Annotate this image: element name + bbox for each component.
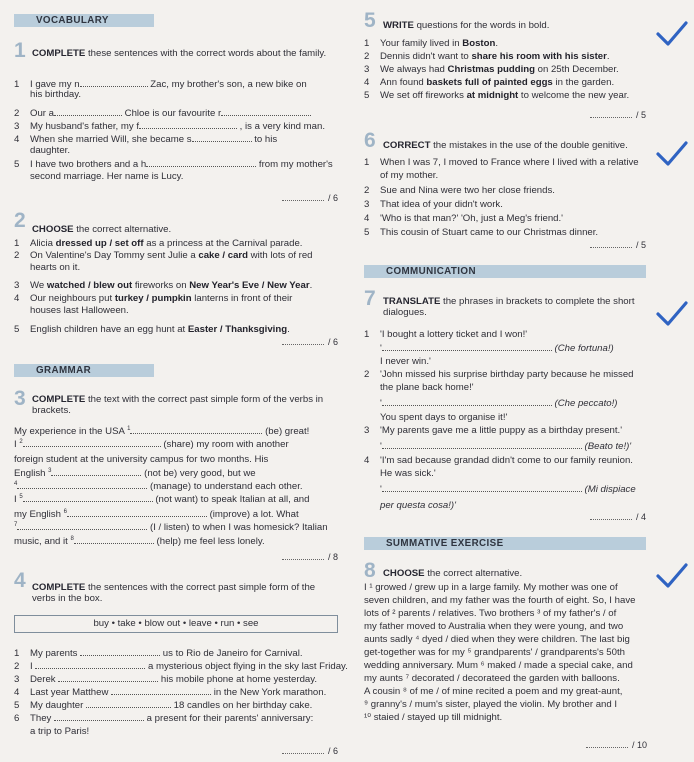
exercise-7-line <box>364 356 431 367</box>
checkmark-icon <box>655 20 689 50</box>
translation-hint: (Beato te!)' <box>581 441 632 452</box>
exercise-6-instruction: CORRECT the mistakes in the use of the double genitive. <box>383 140 628 151</box>
answer-blank[interactable] <box>146 158 256 167</box>
gap-number: 3 <box>48 467 52 474</box>
exercise-3-line <box>14 425 309 437</box>
item-text: Our neighbours put <box>30 293 115 304</box>
gap-number: 1 <box>127 425 131 432</box>
item-text: (I / listen) to when I was homesick? Italian <box>147 522 328 533</box>
exercise-1-line <box>14 107 311 119</box>
item-number: 4 <box>14 687 20 698</box>
answer-blank[interactable] <box>130 425 262 434</box>
translation-hint: (Mi dispiace <box>581 484 636 495</box>
exercise-1-line <box>14 171 183 182</box>
exercise-1-line <box>14 120 325 132</box>
exercise-6-score[interactable]: / 5 <box>590 240 646 251</box>
item-number: 5 <box>14 324 20 335</box>
item-number: 4 <box>14 134 20 145</box>
item-text: (share) my room with another <box>160 439 289 450</box>
bold-option: watched / blew out <box>46 280 133 291</box>
checkmark-icon <box>655 562 689 592</box>
exercise-6-line <box>364 227 598 238</box>
bold-option: Easter / Thanksgiving <box>187 324 288 335</box>
item-text: 'I bought a lottery ticket and I won!' <box>380 329 528 340</box>
bold-option: at midnight <box>466 90 519 101</box>
item-text: You spent days to organise it!' <box>380 412 508 423</box>
exercise-4-line <box>14 712 313 724</box>
answer-blank[interactable] <box>58 673 158 682</box>
exercise-7-line <box>364 382 474 393</box>
item-text: I gave my n <box>30 79 80 90</box>
item-text: I never win.' <box>380 356 431 367</box>
exercise-8-line: my aunts ⁷ decorated / decorateed the garden with balloons. <box>364 673 620 684</box>
item-text: (not want) to speak Italian at all, and <box>152 494 310 505</box>
exercise-7-line <box>364 500 456 511</box>
item-text: My parents <box>30 648 81 659</box>
exercise-8-line: A cousin ⁸ of me / of mine recited a poem and my great-aunt, <box>364 686 623 697</box>
item-text: We <box>30 280 47 291</box>
item-text: I <box>30 661 36 672</box>
checkmark-icon <box>655 300 689 330</box>
exercise-2-line <box>14 280 312 291</box>
exercise-1-line <box>14 89 81 100</box>
item-number: 6 <box>14 713 20 724</box>
exercise-7-line <box>364 369 634 380</box>
exercise-5-line <box>364 77 614 88</box>
item-text: . <box>287 324 290 335</box>
item-number: 5 <box>14 159 20 170</box>
item-number: 4 <box>364 213 370 224</box>
answer-blank[interactable] <box>80 78 148 87</box>
item-text: of my mother. <box>380 170 439 181</box>
exercise-1-instruction: COMPLETE these sentences with the correct words about the family. <box>32 48 327 59</box>
exercise-5-line <box>364 51 610 62</box>
answer-blank[interactable] <box>382 397 552 406</box>
exercise-4-line <box>14 647 303 659</box>
item-text: When I was 7, I moved to France where I lived with a relative <box>380 157 639 168</box>
item-text: music, and it <box>14 536 71 547</box>
exercise-1-score[interactable]: / 6 <box>282 193 338 204</box>
exercise-1-line <box>14 145 70 156</box>
exercise-7-line <box>364 342 646 354</box>
exercise-3-score[interactable]: / 8 <box>282 552 338 563</box>
exercise-2-line <box>14 293 292 304</box>
item-text: Our a <box>30 108 54 119</box>
translation-hint: (Che peccato!) <box>551 398 618 409</box>
answer-blank[interactable] <box>86 699 171 708</box>
item-text: I <box>14 494 20 505</box>
summative-section-bar: SUMMATIVE EXERCISE <box>364 537 646 550</box>
exercise-4-line <box>14 673 317 685</box>
exercise-3-line <box>14 454 268 465</box>
item-text: They <box>30 713 54 724</box>
item-text: ' <box>380 398 382 409</box>
exercise-3-number: 3 <box>14 387 26 410</box>
item-number: 2 <box>14 250 20 261</box>
item-number: 4 <box>364 77 370 88</box>
item-text: us to Rio de Janeiro for Carnival. <box>160 648 303 659</box>
item-number: 2 <box>364 185 370 196</box>
item-text: . <box>606 51 610 62</box>
exercise-7-line <box>364 440 646 452</box>
answer-blank[interactable] <box>17 521 147 530</box>
exercise-5-number: 5 <box>364 9 376 32</box>
item-text: in the garden. <box>552 77 615 88</box>
item-text: Zac, my brother's son, a new bike on <box>147 79 307 90</box>
item-text: (not be) very good, but we <box>141 468 256 479</box>
exercise-6-line <box>364 199 503 210</box>
exercise-4-line <box>14 699 312 711</box>
answer-blank[interactable] <box>67 508 207 517</box>
exercise-8-line: ⁹ granny's / mum's sister, played the violin. My brother and I <box>364 699 618 710</box>
item-text: his birthday. <box>30 89 82 100</box>
answer-blank[interactable] <box>192 133 252 142</box>
item-text: foreign student at the university campus for two months. His <box>14 454 269 465</box>
item-number: 3 <box>14 674 20 685</box>
bold-option: baskets full of painted eggs <box>426 77 553 88</box>
item-text: as a princess at the Carnival parade. <box>143 238 303 249</box>
bold-option: New Year's Eve / New Year <box>189 280 310 291</box>
answer-blank[interactable] <box>74 535 154 544</box>
item-text: the plane back home!' <box>380 382 474 393</box>
gap-number: 7 <box>14 521 18 528</box>
item-text: ' <box>380 441 382 452</box>
answer-blank[interactable] <box>139 120 237 129</box>
exercise-8-instruction: CHOOSE the correct alternative. <box>383 568 523 579</box>
exercise-2-score[interactable]: / 6 <box>282 337 338 348</box>
item-text: 'John missed his surprise birthday party because he missed <box>380 369 634 380</box>
exercise-8-number: 8 <box>364 559 376 582</box>
exercise-2-line <box>14 262 80 273</box>
exercise-6-number: 6 <box>364 129 376 152</box>
exercise-8-line: ¹⁰ staied / stayed up till midnight. <box>364 712 503 723</box>
exercise-3-line <box>14 535 265 547</box>
exercise-3-line <box>14 480 303 492</box>
exercise-7-instruction: TRANSLATE the phrases in brackets to complete the short dialogues. <box>383 296 635 318</box>
item-number: 4 <box>364 455 370 466</box>
item-text: 'Who is that man?' 'Oh, just a Meg's friend.' <box>380 213 563 224</box>
exercise-5-line <box>364 38 498 49</box>
exercise-6-line <box>364 157 639 168</box>
item-number: 2 <box>14 661 20 672</box>
item-text: Your family lived in <box>380 38 463 49</box>
exercise-6-line <box>364 170 438 181</box>
item-text: (be) great! <box>262 426 310 437</box>
answer-blank[interactable] <box>80 647 160 656</box>
item-text: per questa cosa!)' <box>380 500 456 511</box>
exercise-2-number: 2 <box>14 209 26 232</box>
item-text: from my mother's <box>256 159 333 170</box>
exercise-4-line <box>14 686 326 698</box>
item-text: Last year Matthew <box>30 687 112 698</box>
item-text: (improve) a lot. What <box>206 509 299 520</box>
item-number: 3 <box>364 199 370 210</box>
item-text: lanterns in front of their <box>191 293 293 304</box>
item-number: 5 <box>14 700 20 711</box>
item-text: I <box>14 439 20 450</box>
exercise-7-line <box>364 455 633 466</box>
exercise-7-line <box>364 412 507 423</box>
answer-blank[interactable] <box>382 483 582 492</box>
exercise-8-line: lots of ² parents / relatives. Two brothers ³ of my father's / of <box>364 608 617 619</box>
item-text: English children have an egg hunt at <box>30 324 188 335</box>
answer-blank[interactable] <box>23 438 161 447</box>
exercise-5-instruction: WRITE questions for the words in bold. <box>383 20 550 31</box>
gap-number: 2 <box>19 438 23 445</box>
answer-blank[interactable] <box>111 686 211 695</box>
item-text: We always had <box>380 64 448 75</box>
exercise-4-instruction: COMPLETE the sentences with the correct past simple form of the verbs in the box. <box>32 582 316 604</box>
item-text: Dennis didn't want to <box>380 51 472 62</box>
item-text: a mysterious object flying in the sky last Friday. <box>145 661 348 672</box>
item-number: 3 <box>14 280 20 291</box>
gap-number: 5 <box>19 493 23 500</box>
exercise-3-line <box>14 493 309 505</box>
item-number: 1 <box>14 648 20 659</box>
item-text: to his <box>251 134 278 145</box>
bold-option: share his room with his sister <box>471 51 607 62</box>
item-number: 5 <box>364 90 370 101</box>
exercise-8-line: I ¹ growed / grew up in a large family. My mother was one of <box>364 582 618 593</box>
exercise-3-line <box>14 508 299 520</box>
item-text: second marriage. Her name is Lucy. <box>30 171 184 182</box>
item-text: (help) me feel less lonely. <box>153 536 265 547</box>
item-text: I have two brothers and a h <box>30 159 147 170</box>
item-text: (manage) to understand each other. <box>147 481 303 492</box>
item-text: in the New York marathon. <box>211 687 327 698</box>
exercise-2-line <box>14 238 302 249</box>
item-text: on 25th December. <box>534 64 619 75</box>
word-box: buy • take • blow out • leave • run • see <box>14 615 338 633</box>
bold-option: dressed up / set off <box>55 238 144 249</box>
item-text: his mobile phone at home yesterday. <box>158 674 318 685</box>
item-number: 1 <box>14 79 20 90</box>
answer-blank[interactable] <box>54 107 122 116</box>
item-text: ' <box>380 484 382 495</box>
item-text: houses last Halloween. <box>30 305 129 316</box>
exercise-2-line <box>14 324 290 335</box>
exercise-8-line: aunts sadly ⁴ dyed / died when they were children. The last big <box>364 634 630 645</box>
answer-blank[interactable] <box>23 493 153 502</box>
gap-number: 4 <box>14 480 18 487</box>
exercise-3-line <box>14 521 328 533</box>
item-text: a trip to Paris! <box>30 726 90 737</box>
exercise-7-line <box>364 425 622 436</box>
exercise-1-line <box>14 133 277 145</box>
item-number: 2 <box>14 108 20 119</box>
exercise-5-line <box>364 64 619 75</box>
bold-option: Christmas pudding <box>447 64 535 75</box>
item-text: ' <box>380 343 382 354</box>
item-text: My experience in the USA <box>14 426 128 437</box>
exercise-4-score[interactable]: / 6 <box>282 746 338 757</box>
item-text: Alicia <box>30 238 56 249</box>
item-text: English <box>14 468 49 479</box>
exercise-6-line <box>364 213 563 224</box>
item-text: , is a very kind man. <box>237 121 325 132</box>
item-number: 4 <box>14 293 20 304</box>
item-text: 18 candles on her birthday cake. <box>171 700 313 711</box>
item-text: my English <box>14 509 64 520</box>
exercise-4-number: 4 <box>14 569 26 592</box>
item-text: Ann found <box>380 77 427 88</box>
item-text: a present for their parents' anniversary: <box>144 713 314 724</box>
exercise-3-line <box>14 467 256 479</box>
exercise-8-line: wedding anniversary. Mum ⁶ maked / made a special cake, and <box>364 660 633 671</box>
item-number: 1 <box>364 329 370 340</box>
exercise-2-instruction: CHOOSE the correct alternative. <box>32 224 172 235</box>
exercise-7-line <box>364 397 646 409</box>
item-text: hearts on it. <box>30 262 81 273</box>
item-text: fireworks on <box>132 280 190 291</box>
item-text: . <box>309 280 313 291</box>
item-text: Chloe is our favourite r <box>122 108 222 119</box>
exercise-8-score[interactable]: / 10 <box>586 740 647 751</box>
item-text: On Valentine's Day Tommy sent Julie a <box>30 250 199 261</box>
checkmark-icon <box>655 140 689 170</box>
item-text: My daughter <box>30 700 86 711</box>
exercise-5-line <box>364 90 629 101</box>
item-number: 3 <box>364 64 370 75</box>
grammar-section-bar: GRAMMAR <box>14 364 154 377</box>
answer-blank[interactable] <box>51 467 141 476</box>
exercise-2-line <box>14 305 129 316</box>
answer-blank[interactable] <box>382 440 582 449</box>
item-text: to welcome the new year. <box>518 90 630 101</box>
exercise-4-line <box>14 660 348 672</box>
item-number: 2 <box>364 51 370 62</box>
exercise-1-number: 1 <box>14 39 26 62</box>
bold-option: turkey / pumpkin <box>114 293 192 304</box>
exercise-8-line: my father moved to Australia when they were young, and two <box>364 621 624 632</box>
answer-blank[interactable] <box>54 712 144 721</box>
exercise-7-line <box>364 468 436 479</box>
exercise-2-line <box>14 250 313 261</box>
exercise-3-line <box>14 438 289 450</box>
exercise-8-line: seven children, and my father was the fourth of eight. So, I have <box>364 595 636 606</box>
item-text: with lots of red <box>248 250 313 261</box>
bold-option: cake / card <box>198 250 248 261</box>
item-number: 2 <box>364 369 370 380</box>
exercise-8-line: get-together was for my ⁵ grandparents' / grandparents's 50th <box>364 647 625 658</box>
answer-blank[interactable] <box>17 480 147 489</box>
item-text: When she married Will, she became s <box>30 134 192 145</box>
item-number: 1 <box>364 157 370 168</box>
exercise-1-line <box>14 158 333 170</box>
item-number: 1 <box>14 238 20 249</box>
item-text: Derek <box>30 674 59 685</box>
communication-section-bar: COMMUNICATION <box>364 265 646 278</box>
vocabulary-section-bar: VOCABULARY <box>14 14 154 27</box>
exercise-3-instruction: COMPLETE the text with the correct past simple form of the verbs in brackets. <box>32 394 324 416</box>
exercise-7-line <box>364 483 646 495</box>
item-text: He was sick.' <box>380 468 436 479</box>
item-text: We set off fireworks <box>380 90 467 101</box>
exercise-7-number: 7 <box>364 287 376 310</box>
gap-number: 6 <box>63 508 67 515</box>
item-text: 'My parents gave me a little puppy as a birthday present.' <box>380 425 623 436</box>
item-number: 3 <box>364 425 370 436</box>
exercise-6-line <box>364 185 555 196</box>
answer-blank[interactable] <box>221 107 311 116</box>
bold-option: Boston <box>462 38 496 49</box>
item-number: 1 <box>364 38 370 49</box>
item-number: 5 <box>364 227 370 238</box>
item-number: 3 <box>14 121 20 132</box>
answer-blank[interactable] <box>35 660 145 669</box>
exercise-4-line <box>14 726 89 737</box>
exercise-5-score[interactable]: / 5 <box>590 110 646 121</box>
item-text: Sue and Nina were two her close friends. <box>380 185 555 196</box>
item-text: My husband's father, my f <box>30 121 140 132</box>
item-text: 'I'm sad because grandad didn't come to our family reunion. <box>380 455 633 466</box>
item-text: daughter. <box>30 145 71 156</box>
item-text: . <box>495 38 499 49</box>
exercise-7-score[interactable]: / 4 <box>590 512 646 523</box>
answer-blank[interactable] <box>382 342 552 351</box>
item-text: That idea of your didn't work. <box>380 199 503 210</box>
gap-number: 8 <box>70 535 74 542</box>
translation-hint: (Che fortuna!) <box>551 343 614 354</box>
exercise-7-line <box>364 329 527 340</box>
item-text: This cousin of Stuart came to our Christmas dinner. <box>380 227 599 238</box>
